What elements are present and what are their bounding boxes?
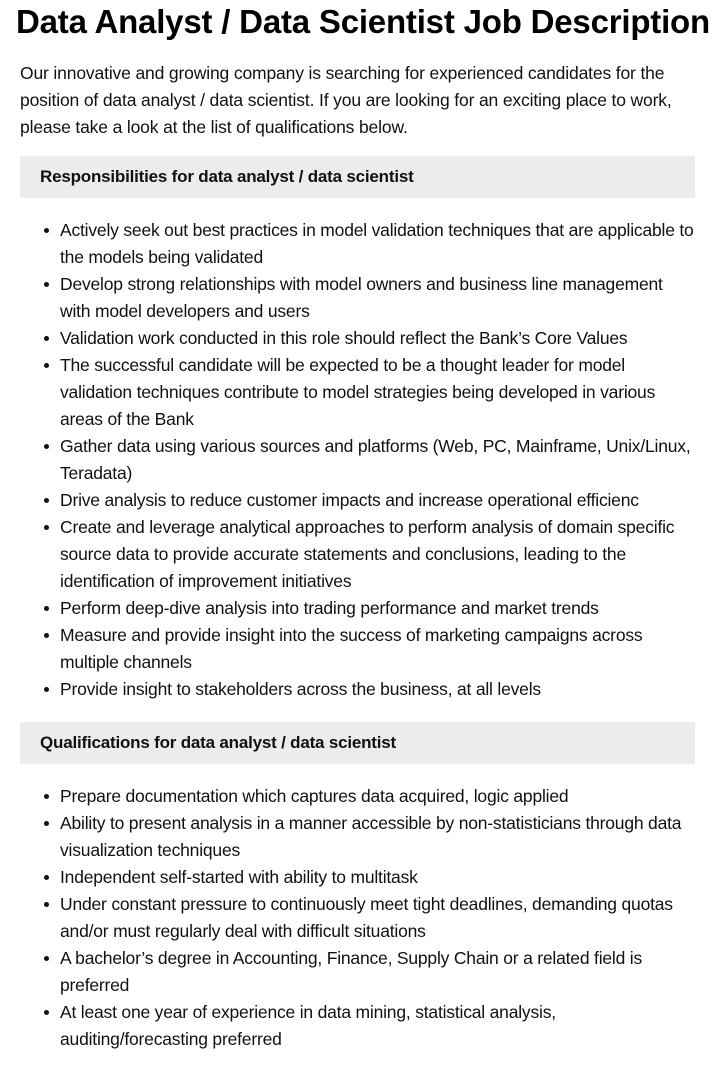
bullet-icon xyxy=(44,336,49,341)
bullet-icon xyxy=(44,282,49,287)
bullet-icon xyxy=(44,687,49,692)
bullet-icon xyxy=(44,525,49,530)
bullet-icon xyxy=(44,498,49,503)
bullet-icon xyxy=(44,956,49,961)
bullet-icon xyxy=(44,363,49,368)
list-item-text: Perform deep-dive analysis into trading performance and market trends xyxy=(60,598,599,618)
list-item-text: Gather data using various sources and platforms (Web, PC, Mainframe, Unix/Linux, Teradata) xyxy=(60,436,691,483)
list-item xyxy=(60,217,696,271)
bullet-icon xyxy=(44,794,49,799)
list-item-text: A bachelor’s degree in Accounting, Finance, Supply Chain or a related field is preferred xyxy=(60,948,643,995)
list-item xyxy=(60,891,696,945)
list-item-text: At least one year of experience in data mining, statistical analysis, auditing/forecasting preferred xyxy=(60,1002,556,1049)
bullet-icon xyxy=(44,606,49,611)
list-item xyxy=(60,810,696,864)
bullet-icon xyxy=(44,821,49,826)
list-item xyxy=(60,622,696,676)
qualifications-list xyxy=(20,783,696,1053)
intro-paragraph: Our innovative and growing company is searching for experienced candidates for the position of data analyst / data scientist. If you are looking for an exciting place to work, please take a look at the list of qualifications below. xyxy=(20,63,672,137)
list-item xyxy=(60,783,696,810)
responsibilities-heading: Responsibilities for data analyst / data scientist xyxy=(20,156,695,198)
list-item-text: Prepare documentation which captures data acquired, logic applied xyxy=(60,786,569,806)
bullet-icon xyxy=(44,633,49,638)
list-item xyxy=(60,433,696,487)
list-item xyxy=(60,999,696,1053)
list-item xyxy=(60,487,696,514)
bullet-icon xyxy=(44,1010,49,1015)
bullet-icon xyxy=(44,902,49,907)
list-item xyxy=(60,595,696,622)
list-item xyxy=(60,271,696,325)
list-item xyxy=(60,325,696,352)
list-item xyxy=(60,514,696,595)
qualifications-heading: Qualifications for data analyst / data scientist xyxy=(20,722,695,764)
list-item xyxy=(60,352,696,433)
bullet-icon xyxy=(44,444,49,449)
list-item-text: Actively seek out best practices in model validation techniques that are applicable to the models being validated xyxy=(60,220,694,267)
bullet-icon xyxy=(44,228,49,233)
list-item-text: Ability to present analysis in a manner accessible by non-statisticians through data visualization techniques xyxy=(60,813,682,860)
list-item-text: Create and leverage analytical approaches to perform analysis of domain specific source data to provide accurate statements and conclusions, leading to the identification of improvement initiatives xyxy=(60,517,675,591)
responsibilities-list xyxy=(20,217,696,703)
list-item-text: Validation work conducted in this role should reflect the Bank’s Core Values xyxy=(60,328,628,348)
list-item xyxy=(60,945,696,999)
list-item-text: Drive analysis to reduce customer impacts and increase operational efficienc xyxy=(60,490,639,510)
list-item-text: The successful candidate will be expected to be a thought leader for model validation techniques contribute to model strategies being developed in various areas of the Bank xyxy=(60,355,656,429)
list-item-text: Under constant pressure to continuously meet tight deadlines, demanding quotas and/or must regularly deal with difficult situations xyxy=(60,894,673,941)
list-item xyxy=(60,864,696,891)
list-item-text: Independent self-started with ability to multitask xyxy=(60,867,418,887)
list-item-text: Develop strong relationships with model owners and business line management with model developers and users xyxy=(60,274,663,321)
page-title: Data Analyst / Data Scientist Job Description xyxy=(16,3,710,40)
list-item-text: Measure and provide insight into the success of marketing campaigns across multiple channels xyxy=(60,625,643,672)
list-item-text: Provide insight to stakeholders across the business, at all levels xyxy=(60,679,541,699)
bullet-icon xyxy=(44,875,49,880)
list-item xyxy=(60,676,696,703)
